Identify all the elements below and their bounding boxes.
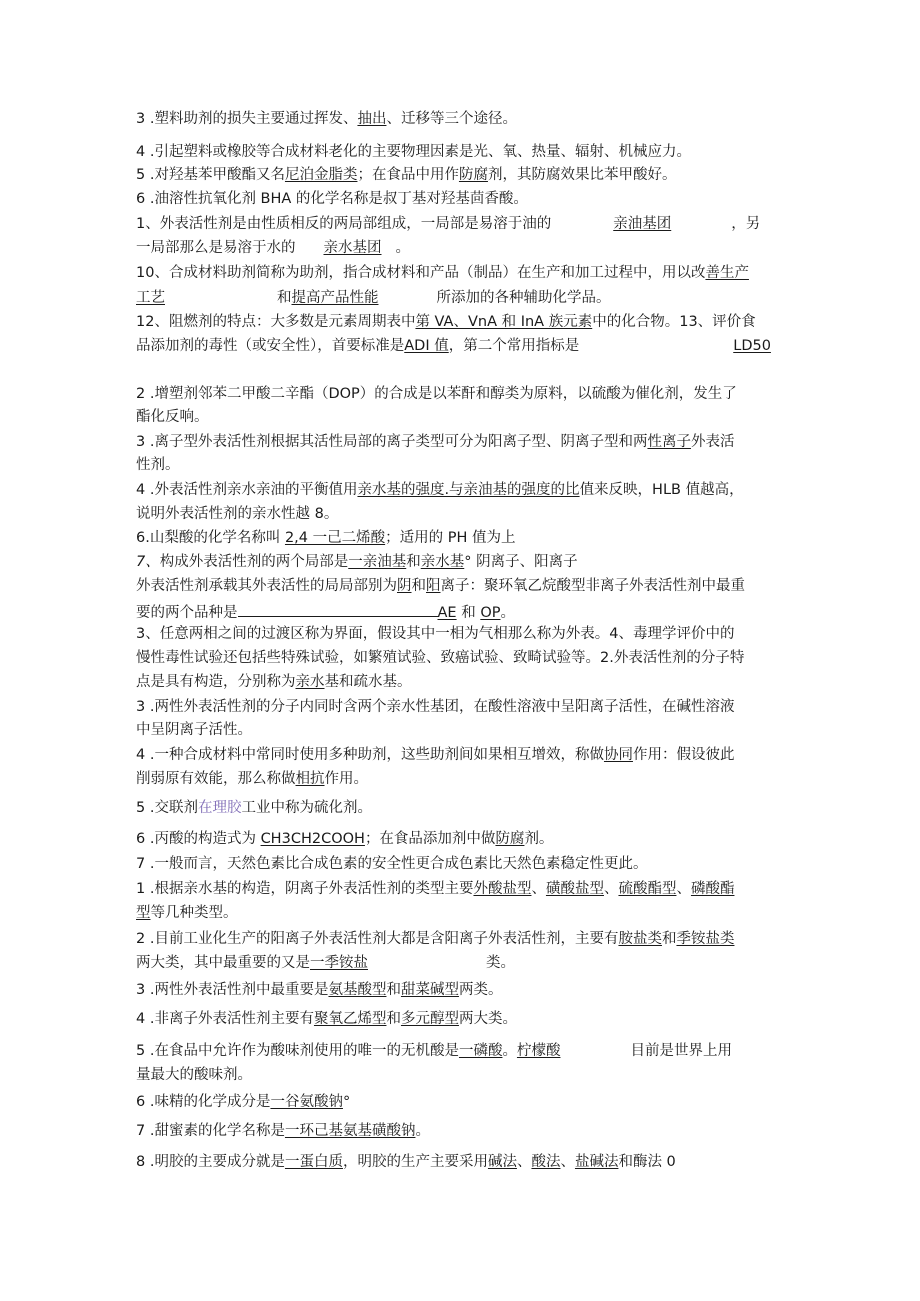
text-segment: ，另 xyxy=(731,216,761,232)
text-segment: 剂，其防腐效果比苯甲酸好。 xyxy=(487,167,677,183)
answer-blank: 季铵盐类 xyxy=(676,931,735,947)
text-segment: 4 .一种合成材料中常同时使用多种助剂，这些助剂间如果相互增效，称做 xyxy=(136,747,604,763)
answer-blank: 亲水基的强度.与亲油基的强度的比 xyxy=(357,482,580,498)
text-line xyxy=(136,698,734,718)
text-segment: 外表活性剂承载其外表活性的局局部别为 xyxy=(136,578,397,594)
answer-blank: 性离子 xyxy=(647,434,691,450)
answer-blank: 外酸盐型 xyxy=(473,881,532,897)
answer-blank: 工艺 xyxy=(136,290,165,306)
text-segment: 目前是世界上用 xyxy=(630,1043,732,1059)
answer-blank: 胺盐类 xyxy=(618,931,662,947)
text-line xyxy=(136,433,734,453)
answer-blank: 硫酸酯型 xyxy=(618,881,677,897)
text-line xyxy=(136,456,180,476)
answer-blank: 氨基酸型 xyxy=(328,982,387,998)
text-line xyxy=(136,505,338,525)
text-segment: 3、任意两相之间的过渡区称为界面，假设其中一相为气相那么称为外表。4、毒理学评价中的 xyxy=(136,626,735,642)
text-segment: 作用：假设彼此 xyxy=(632,747,735,763)
text-line xyxy=(136,577,745,597)
text-line xyxy=(136,481,744,501)
answer-blank: 善生产 xyxy=(705,265,749,281)
text-segment: 慢性毒性试验还包括些特殊试验，如繁殖试验、致癌试验、致畸试验等。2.外表活性剂的分子特 xyxy=(136,650,745,666)
answer-blank: 盐碱法 xyxy=(574,1154,619,1170)
text-segment: 两类。 xyxy=(458,982,503,998)
text-segment: 两大类，其中最重要的又是 xyxy=(136,955,310,971)
text-segment: 类。 xyxy=(486,955,515,971)
answer-blank: ADI 值 xyxy=(404,338,449,354)
text-segment: ° xyxy=(342,1094,351,1110)
text-segment: 和 xyxy=(386,1011,401,1027)
text-segment: 。 xyxy=(502,1043,517,1059)
text-segment: 4 .非离子外表活性剂主要有 xyxy=(136,1011,314,1027)
text-segment: ° 阴离子、阳离子 xyxy=(464,554,578,570)
text-segment: 。 xyxy=(500,605,515,621)
text-segment: 剂。 xyxy=(524,831,554,847)
text-segment: 6.山梨酸的化学名称叫 xyxy=(136,530,285,546)
text-segment: 要的两个品种是 xyxy=(136,605,238,621)
text-segment: 3 .离子型外表活性剂根据其活性局部的离子类型可分为阳离子型、阴离子型和两 xyxy=(136,434,648,450)
text-line xyxy=(136,625,734,645)
text-segment: 点是具有构造，分别称为 xyxy=(136,674,296,690)
text-line xyxy=(136,721,252,741)
text-line xyxy=(136,1122,430,1142)
text-segment: 和 xyxy=(456,605,481,621)
text-segment: 和 xyxy=(386,982,401,998)
text-segment: 、 xyxy=(531,881,546,897)
answer-blank: 甜菜碱型 xyxy=(400,982,459,998)
text-segment: 7 .一般而言，天然色素比合成色素的安全性更合成色素比天然色素稳定性更此。 xyxy=(136,856,648,872)
text-segment: 和 xyxy=(277,290,292,306)
answer-blank: 协同 xyxy=(603,747,633,763)
answer-blank: 一谷氨酸钠 xyxy=(270,1094,343,1110)
answer-blank: 阳 xyxy=(426,578,441,594)
answer-blank: 2,4 一己二烯酸 xyxy=(284,530,386,546)
answer-blank: 抽出 xyxy=(357,111,387,127)
answer-blank: 酸法 xyxy=(531,1154,561,1170)
text-line xyxy=(136,880,734,900)
text-segment: 、 xyxy=(676,881,691,897)
text-segment: 8 .明胶的主要成分就是 xyxy=(136,1154,285,1170)
text-segment: 工业中称为硫化剂。 xyxy=(241,800,372,816)
text-segment: 和 xyxy=(411,578,426,594)
text-line xyxy=(136,553,578,573)
text-segment: 、迁移等三个途径。 xyxy=(386,111,517,127)
answer-blank: 亲水基 xyxy=(420,554,465,570)
text-line xyxy=(136,313,756,333)
answer-blank: OP xyxy=(480,605,501,621)
text-segment: 、 xyxy=(516,1154,532,1170)
text-line xyxy=(136,529,516,549)
text-segment: 和酶法 0 xyxy=(618,1154,676,1170)
answer-blank: CH3CH2COOH xyxy=(260,831,365,847)
text-line xyxy=(136,239,410,259)
text-segment: 7 .甜蜜素的化学名称是 xyxy=(136,1123,285,1139)
text-segment: 2 .目前工业化生产的阳离子外表活性剂大都是含阳离子外表活性剂，主要有 xyxy=(136,931,619,947)
text-segment: 3 .两性外表活性剂的分子内同时含两个亲水性基团，在酸性溶液中呈阳离子活性，在碱性溶液 xyxy=(136,699,735,715)
answer-blank: AE xyxy=(437,605,457,621)
text-segment: 4 .引起塑料或橡胶等合成材料老化的主要物理因素是光、氧、热量、辐射、机械应力。 xyxy=(136,144,691,160)
answer-blank: 磷酸酯 xyxy=(690,881,735,897)
text-line xyxy=(136,1093,350,1113)
text-segment: 5 .对羟基苯甲酸酯又名 xyxy=(136,167,285,183)
text-segment: 性剂。 xyxy=(136,457,180,473)
text-segment: 作用。 xyxy=(324,771,368,787)
answer-blank: 尼泊金脂类 xyxy=(284,167,358,183)
text-line xyxy=(136,770,368,790)
text-line xyxy=(136,143,691,163)
text-segment: 12、阻燃剂的特点：大多数是元素周期表中 xyxy=(136,314,416,330)
text-line xyxy=(136,289,611,309)
text-segment: 品添加剂的毒性（或安全性），首要标准是 xyxy=(136,338,405,354)
text-segment: 5 .在食品中允许作为酸味剂使用的唯一的无机酸是 xyxy=(136,1043,459,1059)
text-segment: 1 .根据亲水基的构造，阴离子外表活性剂的类型主要 xyxy=(136,881,474,897)
text-segment: 6 .油溶性抗氧化剂 BHA 的化学名称是叔丁基对羟基茴香酸。 xyxy=(136,191,528,207)
text-segment: 1、外表活性剂是由性质相反的两局部组成，一局部是易溶于油的 xyxy=(136,216,552,232)
answer-blank: 一季铵盐 xyxy=(310,955,368,971)
text-segment: 6 .丙酸的构造式为 xyxy=(136,831,261,847)
text-segment: 削弱原有效能，那么称做 xyxy=(136,771,296,787)
text-segment: 和 xyxy=(661,931,677,947)
text-line xyxy=(136,215,760,235)
text-line xyxy=(136,601,515,621)
answer-blank: 第 VA、VnA 和 InA 族元素 xyxy=(415,314,593,330)
text-segment: 3 .两性外表活性剂中最重要是 xyxy=(136,982,329,998)
text-segment: 外表活 xyxy=(690,434,735,450)
text-line xyxy=(136,337,771,357)
text-segment: ；在食品中用作 xyxy=(357,167,459,183)
text-segment: 中呈阴离子活性。 xyxy=(136,722,252,738)
text-line xyxy=(136,166,676,186)
text-segment: ；适用的 PH 值为上 xyxy=(385,530,516,546)
text-line xyxy=(136,855,647,875)
text-segment: 10、合成材料助剂简称为助剂，指合成材料和产品（制品）在生产和加工过程中，用以改 xyxy=(136,265,706,281)
text-segment: 、 xyxy=(560,1154,575,1170)
answer-blank: 阴 xyxy=(397,578,412,594)
text-line xyxy=(136,799,372,819)
text-segment: 所添加的各种辅助化学品。 xyxy=(436,290,611,306)
text-segment: 构成外表活性剂的两个局部是 xyxy=(159,554,349,570)
answer-blank: 亲水基团 xyxy=(323,240,382,256)
text-segment: ；在食品添加剂中做 xyxy=(364,831,496,847)
answer-blank: 一蛋白质 xyxy=(284,1154,343,1170)
answer-blank: 亲油基团 xyxy=(613,216,672,232)
answer-blank: 型 xyxy=(136,905,151,921)
answer-blank: 柠檬酸 xyxy=(516,1043,561,1059)
highlighted-text: 在理胶 xyxy=(197,800,242,816)
answer-blank: 聚氧乙烯型 xyxy=(313,1011,387,1027)
text-segment: ，明胶的生产主要采用 xyxy=(342,1154,488,1170)
text-segment: 量最大的酸味剂。 xyxy=(136,1067,252,1083)
text-line xyxy=(136,190,528,210)
text-segment: 值来反映，HLB 值越高， xyxy=(579,482,744,498)
text-segment: 说明外表活性剂的亲水性越 8。 xyxy=(136,506,339,522)
text-line xyxy=(136,1066,252,1086)
text-line xyxy=(136,649,744,669)
text-segment: 一局部那么是易溶于水的 xyxy=(136,240,296,256)
answer-blank: 亲水 xyxy=(295,674,325,690)
text-segment: 3 .塑料助剂的损失主要通过挥发、 xyxy=(136,111,358,127)
text-segment: 5 .交联剂 xyxy=(136,800,198,816)
text-segment: 等几种类型。 xyxy=(150,905,238,921)
text-line xyxy=(136,981,502,1001)
answer-blank: 提高产品性能 xyxy=(291,290,379,306)
text-line xyxy=(136,1042,732,1062)
answer-blank: 防腐 xyxy=(495,831,525,847)
text-segment: 6 .味精的化学成分是 xyxy=(136,1094,271,1110)
text-segment: 4 .外表活性剂亲水亲油的平衡值用 xyxy=(136,482,358,498)
text-line xyxy=(136,673,412,693)
answer-blank: 一亲油基 xyxy=(348,554,407,570)
text-segment: ，第二个常用指标是 xyxy=(448,338,580,354)
text-segment: 基和疏水基。 xyxy=(324,674,412,690)
blank-fill-line xyxy=(238,601,438,617)
text-line xyxy=(136,954,515,974)
text-segment: 。 xyxy=(415,1123,430,1139)
text-segment: 、 xyxy=(603,881,619,897)
text-segment: 两大类。 xyxy=(458,1011,517,1027)
text-line xyxy=(136,408,209,428)
answer-blank: 碱法 xyxy=(487,1154,517,1170)
text-line xyxy=(136,830,553,850)
text-line xyxy=(136,110,517,130)
answer-blank: 一磷酸 xyxy=(458,1043,503,1059)
text-line xyxy=(136,264,749,284)
text-line xyxy=(136,904,238,924)
answer-blank: 磺酸盐型 xyxy=(545,881,604,897)
text-segment: 酯化反响。 xyxy=(136,409,209,425)
answer-blank: 防腐 xyxy=(458,167,488,183)
text-segment: 离子：聚环氧乙烷酸型非离子外表活性剂中最重 xyxy=(440,578,745,594)
answer-blank: 相抗 xyxy=(295,771,325,787)
text-line xyxy=(136,1010,517,1030)
answer-blank: 一环己基氨基磺酸钠 xyxy=(284,1123,416,1139)
text-line xyxy=(136,385,737,405)
item-number: 7、 xyxy=(136,554,160,570)
text-line xyxy=(136,930,734,950)
text-segment: 中的化合物。13、评价食 xyxy=(592,314,756,330)
answer-blank: 多元醇型 xyxy=(400,1011,459,1027)
text-line xyxy=(136,1153,676,1173)
text-segment: 和 xyxy=(406,554,421,570)
text-segment: 。 xyxy=(395,240,410,256)
answer-blank: LD50 xyxy=(733,338,771,354)
text-segment: 2 .增塑剂邻苯二甲酸二辛酯（DOP）的合成是以苯酐和醇类为原料，以硫酸为催化剂，发生了 xyxy=(136,386,737,402)
text-line xyxy=(136,746,734,766)
